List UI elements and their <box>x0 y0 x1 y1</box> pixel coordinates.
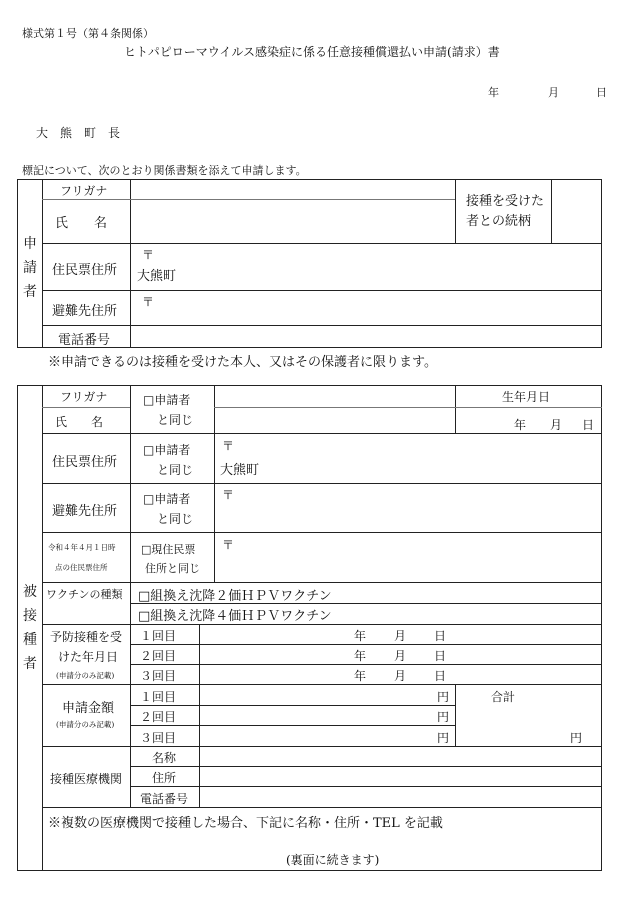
recipient-town: 大熊町 <box>220 463 260 478</box>
dose-1-month: 月 <box>394 629 407 643</box>
recipient-postal-mark: 〒 <box>222 439 235 453</box>
dose-2-month: 月 <box>394 649 407 663</box>
clinic-address-label: 住所 <box>152 771 177 785</box>
birth-date-label: 生年月日 <box>502 390 551 404</box>
recipient-evac-same-checkbox[interactable]: □申請者 <box>143 492 191 506</box>
prior-postal-mark: 〒 <box>222 538 235 552</box>
amount-label: 申請金額 <box>62 701 115 716</box>
recipient-address-same-label: と同じ <box>157 463 194 477</box>
vaccine-option-4valent[interactable]: □組換え沈降４価ＨＰＶワクチン <box>138 609 332 624</box>
amount-dose-1-yen: 円 <box>437 690 450 704</box>
dose-2-day: 日 <box>434 649 447 663</box>
dose-3-day: 日 <box>434 669 447 683</box>
recipient-evac-same-label: と同じ <box>157 512 194 526</box>
multi-clinic-note: ※複数の医療機関で接種した場合、下記に名称・住所・TEL を記載 <box>48 816 443 831</box>
dose-3-label: ３回目 <box>140 669 177 683</box>
amount-dose-3-yen: 円 <box>437 731 450 745</box>
amount-dose-1-label: １回目 <box>140 690 177 704</box>
recipient-address-label: 住民票住所 <box>52 455 118 470</box>
date-month: 月 <box>548 86 559 99</box>
prior-address-same-checkbox[interactable]: □現住民票 <box>141 543 196 556</box>
birth-day: 日 <box>582 418 595 432</box>
vacc-date-label-3: (申請分のみ記載) <box>56 671 115 680</box>
recipient-section-label: 被 接 種 者 <box>23 584 37 672</box>
dose-3-month: 月 <box>394 669 407 683</box>
dose-2-label: ２回目 <box>140 649 177 663</box>
prior-address-label-1: 令和４年４月１日時 <box>48 543 116 552</box>
clinic-name-label: 名称 <box>152 751 177 765</box>
birth-year: 年 <box>514 418 527 432</box>
recipient-same-applicant-label: と同じ <box>157 413 194 427</box>
form-number: 様式第１号（第４条関係） <box>22 27 154 40</box>
prior-address-same-label: 住所と同じ <box>145 562 200 575</box>
vaccine-option-2valent[interactable]: □組換え沈降２価ＨＰＶワクチン <box>138 589 332 604</box>
recipient-furigana-label: フリガナ <box>60 390 108 404</box>
amount-dose-2-label: ２回目 <box>140 710 177 724</box>
recipient-name-label: 氏 名 <box>55 415 104 429</box>
applicant-postal-mark: 〒 <box>142 248 155 262</box>
vacc-date-label-2: けた年月日 <box>58 650 119 664</box>
applicant-phone-label: 電話番号 <box>58 333 111 348</box>
prior-address-label-2: 点の住民票住所 <box>55 563 108 572</box>
applicant-address-label: 住民票住所 <box>52 263 118 278</box>
dose-1-year: 年 <box>354 629 367 643</box>
dose-1-label: １回目 <box>140 629 177 643</box>
amount-sub-label: (申請分のみ記載) <box>56 720 115 729</box>
form-title: ヒトパピローマウイルス感染症に係る任意接種償還払い申請(請求）書 <box>124 45 500 59</box>
total-label: 合計 <box>491 690 516 704</box>
applicant-name-label: 氏 名 <box>55 216 108 231</box>
recipient-evac-postal-mark: 〒 <box>222 488 235 502</box>
applicant-furigana-label: フリガナ <box>60 184 108 198</box>
intro-text: 標記について、次のとおり関係書類を添えて申請します。 <box>22 164 307 177</box>
addressee: 大 熊 町 長 <box>36 126 121 140</box>
clinic-phone-label: 電話番号 <box>140 792 189 806</box>
applicant-evac-label: 避難先住所 <box>52 304 118 319</box>
vaccine-type-label: ワクチンの種類 <box>46 588 123 601</box>
applicant-relationship-label: 接種を受けた者との続柄 <box>466 194 545 229</box>
amount-dose-3-label: ３回目 <box>140 731 177 745</box>
clinic-label: 接種医療機関 <box>50 772 123 786</box>
applicant-evac-postal-mark: 〒 <box>142 295 155 309</box>
dose-2-year: 年 <box>354 649 367 663</box>
continued-note: (裏面に続きます) <box>286 853 380 867</box>
applicant-section-label: 申 請 者 <box>23 236 37 300</box>
dose-3-year: 年 <box>354 669 367 683</box>
date-day: 日 <box>596 86 607 99</box>
recipient-address-same-checkbox[interactable]: □申請者 <box>143 443 191 457</box>
date-year: 年 <box>488 86 499 99</box>
applicant-note: ※申請できるのは接種を受けた本人、又はその保護者に限ります。 <box>48 355 437 370</box>
dose-1-day: 日 <box>434 629 447 643</box>
applicant-town: 大熊町 <box>137 269 177 284</box>
recipient-evac-label: 避難先住所 <box>52 504 118 519</box>
recipient-same-applicant-checkbox[interactable]: □申請者 <box>143 393 191 407</box>
birth-month: 月 <box>550 418 563 432</box>
total-yen: 円 <box>570 731 583 745</box>
amount-dose-2-yen: 円 <box>437 710 450 724</box>
vacc-date-label-1: 予防接種を受 <box>50 630 123 644</box>
